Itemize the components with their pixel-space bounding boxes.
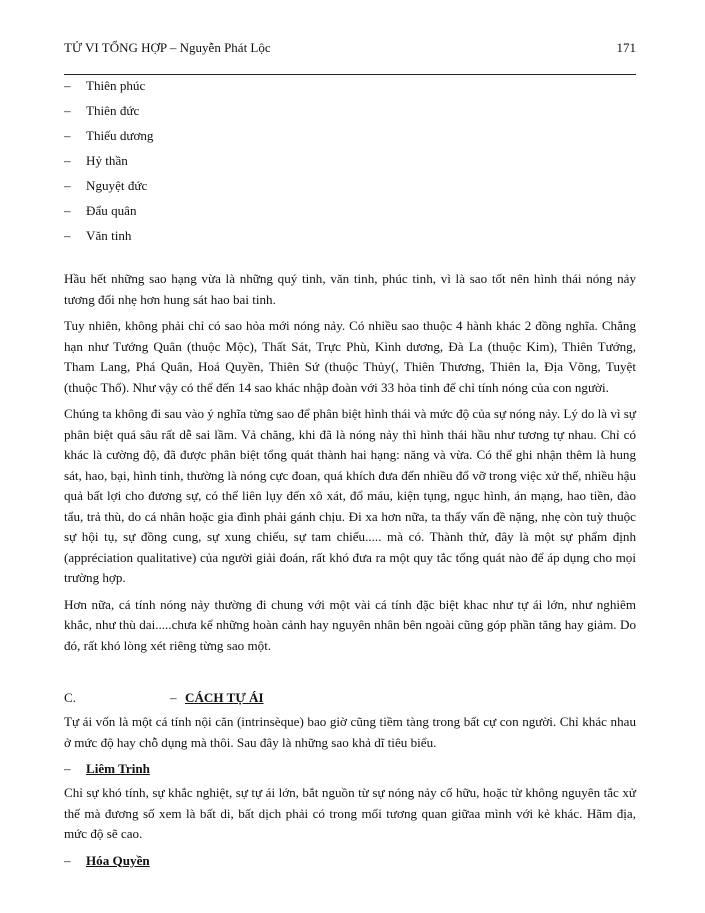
paragraph: Hầu hết những sao hạng vừa là những quý tinh, văn tinh, phúc tinh, vì là sao tốt nên hình thái nóng nảy tương đối nhẹ hơn hung sát hao bai tinh. [64, 271, 636, 307]
section-intro: Tự ái vốn là một cá tính nội căn (intrinsèque) bao giờ cũng tiềm tàng trong bất cự con người. Chỉ khác nhau ở mức độ hay chỗ dụng mà thôi. Sau đây là những sao khả dĩ tiêu biểu. [64, 714, 636, 750]
paragraph: Tuy nhiên, không phải chỉ có sao hỏa mới nóng nảy. Có nhiều sao thuộc 4 hành khác 2 đồng nghĩa. Chẳng hạn như Tướng Quân (thuộc Mộc), Thất Sát, Trực Phù, Kình dương, Đà La (thuộc Kim), Thiên Tướng, Tham Lang, Phá Quân, Hoá Quyền, Thiên Sứ (thuộc Thủy(, Thiên Thương, Thiên la, Địa Võng, Tuyệt (thuộc Thổ). Như vậy có thể đến 14 sao khác nhập đoàn với 33 hỏa tinh để chỉ tính nóng của con người. [64, 318, 636, 395]
list-item [64, 176, 636, 201]
list-dash: – [64, 78, 71, 93]
list-dash: – [64, 153, 71, 168]
subheading-hoa-quyen [64, 851, 636, 873]
running-title: TỬ VI TỔNG HỢP – Nguyễn Phát Lộc [64, 40, 271, 55]
subheading-dash: – [64, 852, 71, 868]
list-item-text: Thiếu dương [86, 128, 154, 143]
page-number: 171 [616, 40, 636, 55]
list-item-text: Thiên phúc [86, 78, 146, 93]
subheading-dash: – [64, 761, 71, 776]
section-label: C. [64, 690, 77, 705]
list-item-text: Nguyệt đức [86, 178, 148, 193]
list-item [64, 201, 636, 226]
list-item [64, 101, 636, 126]
list-dash: – [64, 178, 71, 193]
list-dash: – [64, 128, 71, 143]
list-item [64, 76, 636, 101]
list-item [64, 226, 636, 251]
spacer [64, 251, 636, 269]
list-item-text: Thiên đức [86, 103, 140, 118]
subheading-title: Liêm Trinh [86, 761, 150, 776]
list-item-text: Hỷ thần [86, 153, 128, 168]
list-item [64, 126, 636, 151]
star-list [64, 76, 636, 251]
list-item-text: Văn tinh [86, 228, 132, 243]
paragraph: Hơn nữa, cá tính nóng nảy thường đi chung với một vài cá tính đặc biệt khac như tự ái lớn, như nghiêm khắc, như thù dai.....chưa kể những hoàn cảnh hay nguyên nhân bên ngoài cũng góp phần tăng hay giảm. Do đó, rất khó lòng xét riêng từng sao một. [64, 596, 636, 653]
list-dash: – [64, 103, 71, 118]
header-rule [64, 74, 636, 75]
list-dash: – [64, 203, 71, 218]
paragraph: Chỉ sự khó tính, sự khắc nghiệt, sự tự ái lớn, bắt nguồn từ sự nóng nảy cố hữu, hoặc từ không nguyên tắc xử thế mà đương số xem là bất di, bất dịch phải có trong mối tương quan giữaa mình với kẻ khác. Hãm địa, mức độ sẽ cao. [64, 785, 636, 841]
paragraph: Chúng ta không đi sau vào ý nghĩa từng sao để phân biệt hình thái và mức độ của sự nóng nảy. Lý do là vì sự phân biệt quá sâu rất dễ sai lầm. Vả chăng, khi đã là nóng nảy thì hình thái hầu như tương tự nhau. Chỉ có khác là cường độ, đã được phân biệt tổng quát thành hai hạng: năng và vừa. Có thể ghi nhận thêm là hung sát, hao, bại, hình tinh, thường là nóng cực đoan, quá khích đưa đến nhiều đổ vỡ trong việc xử thế, nhiều hậu quả bất lợi cho đương sự, có thể liên lụy đến xô xát, đổ máu, kiện tụng, ngục hình, án mạng, hao tiền, đào tẩu, trả thù, do cá nhân hoặc gia đình phải gánh chịu. Đi xa hơn nữa, ta thấy vấn đề nặng, nhẹ còn tuỳ thuộc sự hội tụ, sự đồng cung, sự xung chiếu, sự tam chiếu..... mà có. Thành thử, đây là một sự phẩm định (appréciation qualitative) của người giải đoán, rất khó đưa ra một quy tắc tổng quát nào để áp dụng cho mọi trường hợp. [64, 406, 636, 585]
section-dash: – [170, 690, 177, 705]
list-item-text: Đẩu quân [86, 203, 137, 218]
list-item [64, 151, 636, 176]
subheading-liem-trinh [64, 759, 636, 781]
section-title: CÁCH TỰ ÁI [185, 690, 264, 705]
page-body [64, 76, 636, 875]
section-heading [64, 688, 636, 710]
subheading-title: Hóa Quyền [86, 852, 150, 868]
list-dash: – [64, 228, 71, 243]
